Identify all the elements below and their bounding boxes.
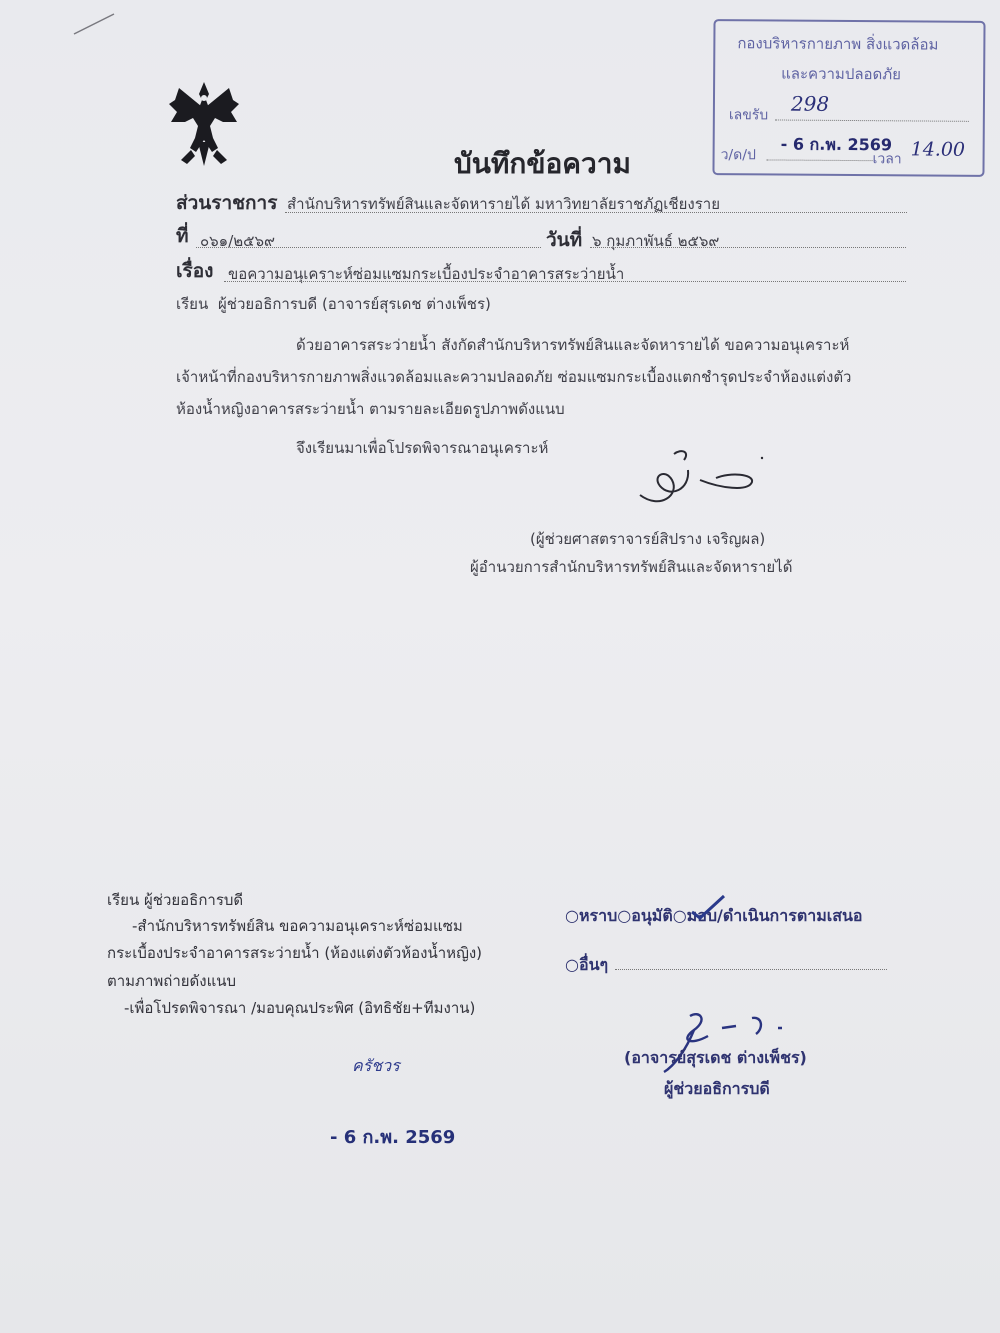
to-label: เรียน [176,295,209,313]
to-value: ผู้ช่วยอธิการบดี (อาจารย์สุรเดช ต่างเพ็ชร) [218,295,491,313]
stamp-dept-line2: และความปลอดภัย [781,64,902,84]
signer-position: ผู้อำนวยการสำนักบริหารทรัพย์สินและจัดหารายได้ [470,558,793,576]
ref-label: ที่ [176,225,189,247]
body-closing: จึงเรียนมาเพื่อโปรดพิจารณาอนุเคราะห์ [296,439,549,457]
subject-value: ขอความอนุเคราะห์ซ่อมแซมกระเบื้องประจำอาคารสระว่ายน้ำ [228,265,625,283]
signer-name: (ผู้ช่วยศาสตราจารย์สิปราง เจริญผล) [530,530,766,548]
memo-title: บันทึกข้อความ [454,147,631,180]
note-right-name: (อาจารย์สุรเดช ต่างเพ็ชร) [624,1048,807,1067]
garuda-emblem-icon [165,78,243,174]
subject-label: เรื่อง [176,260,214,282]
stamp-receipt-label: เลขรับ [728,107,769,124]
note-right-other-line [615,968,887,970]
date-value: ๖ กุมภาพันธ์ ๒๕๖๙ [592,232,720,250]
stamp-time: 14.00 [910,138,966,161]
agency-value: สำนักบริหารทรัพย์สินและจัดหารายได้ มหาวิทยาลัยราชภัฏเชียงราย [287,195,720,213]
opt-approve-radio-icon: ○ [617,906,632,925]
stamp-time-label: เวลา [872,151,902,168]
stamp-date: - 6 ก.พ. 2569 [780,134,893,155]
note-left-line-2: กระเบื้องประจำอาคารสระว่ายน้ำ (ห้องแต่งตัวห้องน้ำหญิง) [107,944,483,962]
opt-assign-radio-icon: ○ [672,906,687,925]
body-line-1: ด้วยอาคารสระว่ายน้ำ สังกัดสำนักบริหารทรัพย์สินและจัดหารายได้ ขอความอนุเคราะห์ [296,336,850,354]
ref-value: ๐๖๑/๒๕๖๙ [200,232,275,250]
note-left-line-1: -สำนักบริหารทรัพย์สิน ขอความอนุเคราะห์ซ่อมแซม [132,917,463,935]
note-left-line-3: ตามภาพถ่ายดังแนบ [107,972,237,990]
opt-assign-label: มอบ/ดำเนินการตามเสนอ [686,906,863,925]
receipt-stamp [712,19,985,177]
note-left-line-4: -เพื่อโปรดพิจารณา /มอบคุณประพิศ (อิทธิชัย+ทีมงาน) [124,999,476,1017]
checkmark-icon [688,892,728,926]
date-line [590,246,906,248]
opt-approve-label: อนุมัติ [631,906,673,925]
subject-line [224,280,906,282]
stamp-receipt-no: 298 [790,91,830,116]
body-line-3: ห้องน้ำหญิงอาคารสระว่ายน้ำ ตามรายละเอียดรูปภาพดังแนบ [176,400,565,418]
note-right-position: ผู้ช่วยอธิการบดี [664,1079,770,1098]
agency-line [285,211,907,213]
note-left-to: เรียน ผู้ช่วยอธิการบดี [107,891,244,909]
note-left-initials: ครัชวร [352,1056,400,1075]
date-label: วันที่ [546,229,583,251]
stamp-dept-line1: กองบริหารกายภาพ สิ่งแวดล้อม [737,34,939,54]
pen-mark [70,8,120,38]
opt-ack-label: หราบ [578,906,618,925]
agency-label: ส่วนราชการ [176,192,278,214]
opt-other-label: อื่นๆ [578,955,609,974]
body-line-2: เจ้าหน้าที่กองบริหารกายภาพสิ่งแวดล้อมและความปลอดภัย ซ่อมแซมกระเบื้องแตกชำรุดประจำห้องแต่งตัว [176,368,852,386]
note-right-other [565,953,608,978]
note-left-date: - 6 ก.พ. 2569 [330,1127,456,1148]
opt-other-radio-icon: ○ [565,955,579,974]
opt-ack-radio-icon: ○ [565,906,579,925]
signature-director [630,440,770,519]
stamp-date-label: ว/ด/ป [720,147,756,164]
ref-line [196,246,541,248]
